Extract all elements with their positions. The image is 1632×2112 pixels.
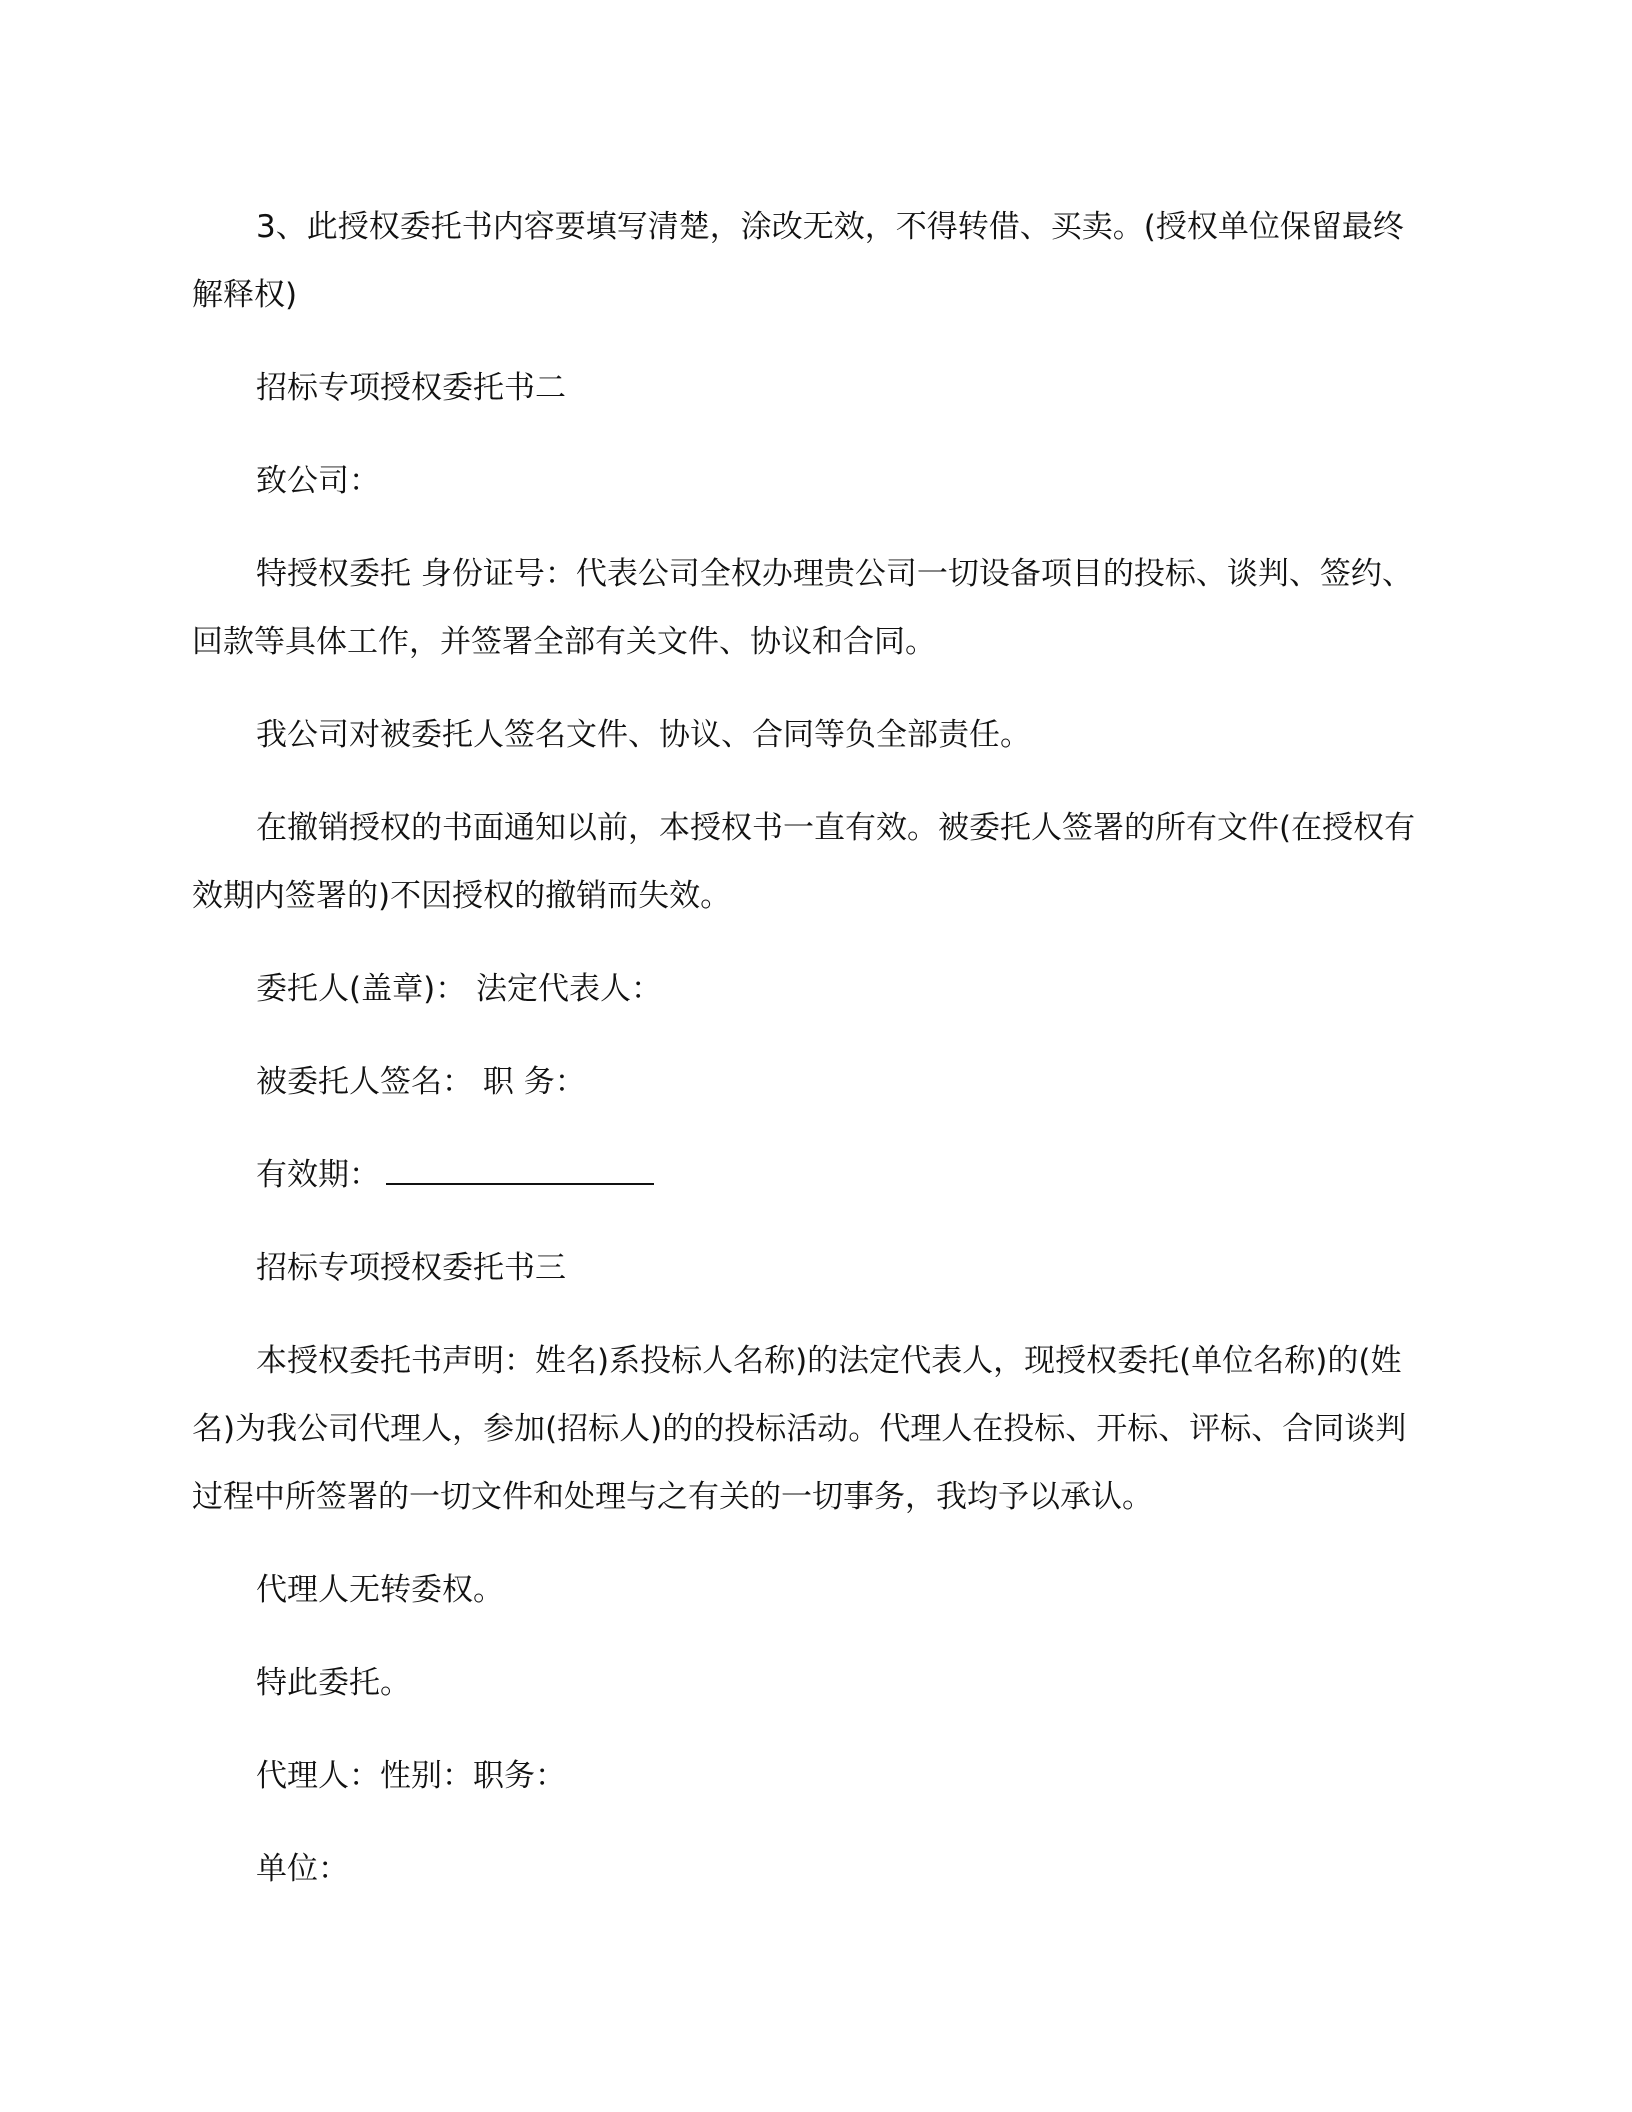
- validity-period-blank: [386, 1159, 654, 1185]
- section-title-two: 招标专项授权委托书二: [256, 370, 566, 406]
- no-subdelegation-line: 代理人无转委权。: [256, 1572, 504, 1608]
- principal-signature-line: 委托人(盖章)： 法定代表人：: [256, 971, 663, 1007]
- declaration-paragraph: 本授权委托书声明：姓名)系投标人名称)的法定代表人，现授权委托(单位名称)的(姓名)为我公司代理人，参加(招标人)的的投标活动。代理人在投标、开标、评标、合同谈判过程中所签署的一切文件和处理与之有关的一切事务，我均予以承认。: [192, 1343, 1407, 1515]
- validity-paragraph: 在撤销授权的书面通知以前，本授权书一直有效。被委托人签署的所有文件(在授权有效期内签署的)不因授权的撤销而失效。: [192, 810, 1416, 914]
- agent-signature-line: 被委托人签名： 职 务：: [256, 1064, 586, 1100]
- addressee-line: 致公司：: [256, 463, 380, 499]
- validity-period-label: 有效期：: [256, 1157, 380, 1193]
- responsibility-paragraph: 我公司对被委托人签名文件、协议、合同等负全部责任。: [256, 717, 1031, 753]
- document-body: [192, 193, 1432, 1928]
- section-title-three: 招标专项授权委托书三: [256, 1250, 566, 1286]
- note-paragraph: 3、此授权委托书内容要填写清楚，涂改无效，不得转借、买卖。(授权单位保留最终解释权): [192, 209, 1404, 313]
- agent-info-line: 代理人：性别：职务：: [256, 1758, 566, 1794]
- hereby-line: 特此委托。: [256, 1665, 411, 1701]
- authorization-paragraph: 特授权委托 身份证号：代表公司全权办理贵公司一切设备项目的投标、谈判、签约、回款等具体工作，并签署全部有关文件、协议和合同。: [192, 556, 1413, 660]
- validity-period-line: [192, 1141, 1432, 1209]
- unit-line: 单位：: [256, 1851, 349, 1887]
